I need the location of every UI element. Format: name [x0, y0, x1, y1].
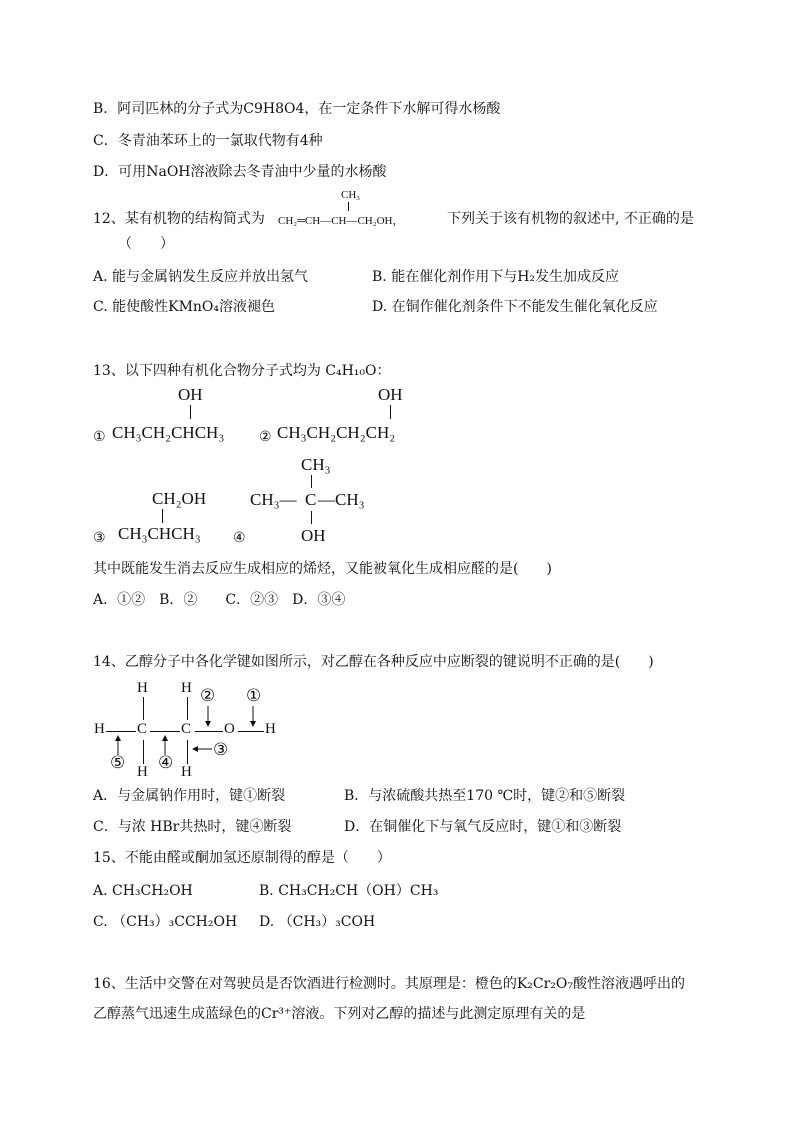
- q13-s1-oh: OH: [178, 385, 203, 404]
- label-1: ①: [246, 686, 262, 705]
- q12-option-d: D. 在铜作催化剂条件下不能发生催化氧化反应: [372, 299, 658, 315]
- q12-stem-pre: 12、某有机物的结构简式为: [93, 211, 265, 227]
- q13-s4-right: —CH₃: [318, 490, 365, 509]
- q13-s2-formula: CH₃CH₂CH₂CH₂: [277, 423, 396, 442]
- label-3: ③: [213, 740, 229, 759]
- q13-s4-number: ④: [233, 530, 246, 546]
- label-2: ②: [200, 686, 216, 705]
- bond-2: [195, 731, 223, 732]
- diagram-h-left: H: [94, 721, 105, 737]
- diagram-h-right: H: [265, 721, 276, 737]
- q13-s4-center: C: [305, 490, 317, 509]
- q13-s4-bond-bottom: [311, 511, 312, 524]
- q14-option-d: D．在铜催化下与氧气反应时，键①和③断裂: [344, 819, 622, 835]
- label-5: ⑤: [110, 753, 126, 772]
- diagram-c2-h-bottom: H: [181, 764, 192, 780]
- q12-option-c: C. 能使酸性KMnO₄溶液褪色: [93, 299, 276, 315]
- q12-answer-blank: （ ）: [118, 236, 174, 252]
- q15-option-a: A. CH₃CH₂OH: [93, 883, 193, 899]
- q14-option-a: A．与金属钠作用时，键①断裂: [93, 788, 286, 804]
- q13-s1-formula: CH₃CH₂CHCH₃: [112, 423, 225, 442]
- q13-options: A．①② B．② C．②③ D．③④: [93, 592, 346, 608]
- q13-question: 其中既能发生消去反应生成相应的烯烃，又能被氧化生成相应醛的是( ): [93, 561, 552, 577]
- q13-s2-number: ②: [259, 429, 272, 445]
- q13-s4-bond-top: [311, 475, 312, 488]
- bond-5: [106, 731, 136, 732]
- q15-option-b: B. CH₃CH₂CH（OH）CH₃: [259, 883, 439, 899]
- q12-formula-bond: [348, 202, 349, 211]
- q13-s4-bottom: OH: [301, 526, 326, 545]
- diagram-c1: C: [137, 721, 148, 737]
- q13-s1-number: ①: [93, 429, 106, 445]
- q15-option-c: C. （CH₃）₃CCH₂OH: [93, 914, 238, 930]
- q13-s2-oh: OH: [378, 385, 403, 404]
- bond-4: [150, 731, 180, 732]
- q16-line-2: 乙醇蒸气迅速生成蓝绿色的Cr³⁺溶液。下列对乙醇的描述与此测定原理有关的是: [93, 1006, 586, 1022]
- c1-h-bottom-bond: [143, 740, 144, 764]
- q12-stem-post: 下列关于该有机物的叙述中, 不正确的是: [447, 211, 694, 227]
- q13-s1-bond: [190, 405, 191, 419]
- q13-s3-number: ③: [93, 530, 106, 546]
- q16-line-1: 16、生活中交警在对驾驶员是否饮酒进行检测时。其原理是：橙色的K₂Cr₂O₇酸性溶液遇呼出的: [93, 976, 685, 992]
- diagram-o: O: [224, 721, 235, 737]
- q11-option-c: C．冬青油苯环上的一氯取代物有4种: [93, 133, 323, 149]
- q14-option-c: C．与浓 HBr共热时，键④断裂: [93, 819, 292, 835]
- q13-stem: 13、以下四种有机化合物分子式均为 C₄H₁₀O：: [93, 363, 391, 379]
- q15-option-d: D. （CH₃）₃COH: [259, 914, 376, 930]
- q13-s2-bond: [390, 405, 391, 419]
- q14-stem: 14、乙醇分子中各化学键如图所示，对乙醇在各种反应中应断裂的键说明不正确的是( ): [93, 654, 654, 670]
- q12-formula: CH₂═CH—CH—CH₂OH，: [278, 215, 404, 227]
- q13-s3-formula: CH₃CHCH₃: [118, 524, 201, 543]
- q11-option-b: B．阿司匹林的分子式为C9H8O4，在一定条件下水解可得水杨酸: [93, 101, 501, 117]
- c1-h-top-bond: [143, 697, 144, 720]
- q11-option-d: D．可用NaOH溶液除去冬青油中少量的水杨酸: [93, 164, 387, 180]
- bond-3: [187, 740, 188, 764]
- diagram-c1-h-bottom: H: [137, 764, 148, 780]
- diagram-c2: C: [181, 721, 192, 737]
- diagram-c2-h-top: H: [181, 680, 192, 696]
- q13-s4-top: CH₃: [301, 455, 331, 474]
- diagram-c1-h-top: H: [137, 680, 148, 696]
- q12-formula-top: CH₃: [341, 189, 361, 201]
- q12-option-a: A. 能与金属钠发生反应并放出氢气: [93, 269, 309, 285]
- q13-s3-bond: [162, 509, 163, 523]
- c2-h-top-bond: [187, 697, 188, 720]
- bond-1: [238, 731, 264, 732]
- q14-option-b: B．与浓硫酸共热至170 ℃时，键②和⑤断裂: [344, 788, 626, 804]
- q15-stem: 15、不能由醛或酮加氢还原制得的醇是（ ）: [93, 850, 391, 866]
- q13-s3-ch2oh: CH₂OH: [152, 489, 207, 508]
- label-4: ④: [158, 753, 174, 772]
- q12-option-b: B. 能在催化剂作用下与H₂发生加成反应: [372, 269, 620, 285]
- q13-s4-left: CH₃—: [250, 490, 297, 509]
